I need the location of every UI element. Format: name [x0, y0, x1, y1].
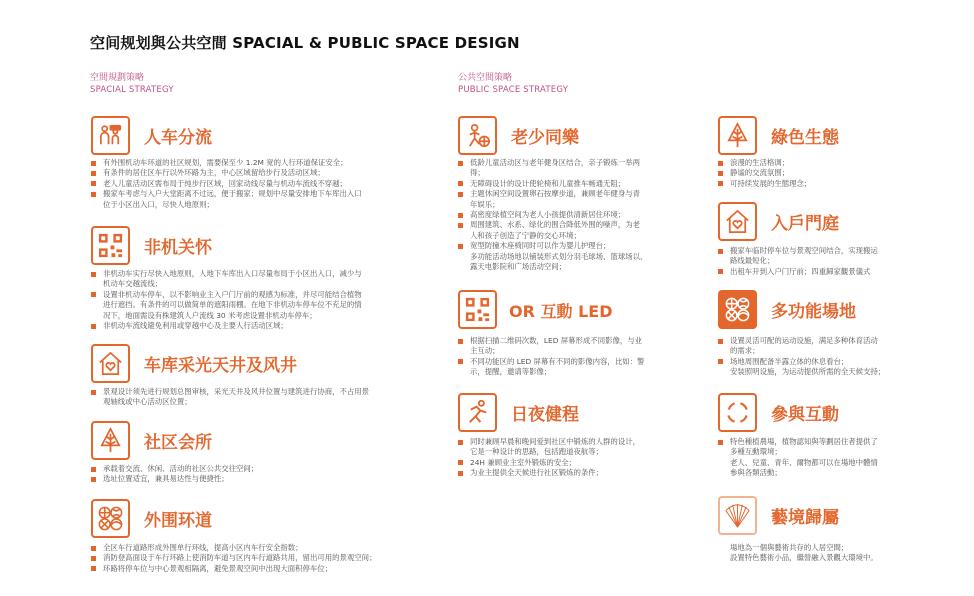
list-item: 參與各類活動； [730, 468, 782, 478]
list-item: 同时兼顾早晨和晚间爱到社区中锻炼的人群的设计， [458, 437, 640, 447]
list-item: 它是一种设计的思路，包括跑道夜航等； [470, 447, 604, 457]
list-item: 有条件的居住区车行以外环路为主，中心区域留给步行及活动区域； [91, 168, 362, 178]
block-title: 人车分流 [144, 128, 212, 148]
list-item: 场地周围配备半露立体的休息看台； [718, 357, 885, 367]
list-item: 观轴线或中心活动区位置； [103, 397, 192, 407]
list-item: 消防登高面设于车行环路上使消防车道与区内车行道路共用，留出可用的景观空间； [91, 553, 376, 563]
circle-arrows-icon [718, 393, 757, 432]
list-item: 人和孩子创造了宁静的交心环境； [470, 230, 581, 240]
list-item: 承载着交流、休闲、活动的社区公共交往空间； [91, 464, 258, 474]
block-title: 多功能場地 [771, 302, 856, 322]
list-item: 进行遮挡。有条件的可以做简单的遮阳雨棚。在地下非机动车停车位不充足的情 [103, 300, 362, 310]
tree-icon [718, 116, 757, 155]
list-item: 場地為一個與藝術共存的人居空間； [730, 543, 849, 552]
list-item: 老人、兒童、青年、爾物都可以在場地中體情 [730, 457, 878, 467]
list-item: 高密度绿植空间为老人小孩提供清新居住环境； [458, 210, 647, 220]
block-title: 老少同樂 [511, 128, 579, 148]
list-item: 宽型防撞木座椅同时可以作为婴儿护理台； [458, 241, 647, 251]
block-title: 入戶門庭 [771, 214, 839, 234]
list-item: 設置特色藝術小品，繼營融入景觀大環境中。 [730, 553, 878, 563]
list-item: 不同功能区的 LED 屏幕有不同的影像内容，比如：警 [458, 357, 644, 367]
home-heart-icon [718, 202, 757, 241]
list-item: 全区车行道路形成外围单行环线，提高小区内车行安全指数； [91, 543, 376, 553]
block-title: 社区会所 [144, 433, 212, 453]
block-title: 綠色生態 [771, 128, 839, 148]
list-item: 设置非机动车停车，以不影响业主入户门厅前的观感为标准，并尽可能结合植物 [91, 290, 362, 300]
sports-icon [91, 499, 130, 538]
list-item: 的需求； [730, 346, 760, 356]
list-item: 主互动； [470, 346, 500, 356]
list-item: 周围建筑、水系、绿化的围合降低外围的噪声，为老 [458, 220, 647, 230]
qr-code-icon [458, 290, 497, 329]
shell-icon [718, 496, 757, 535]
list-item: 低龄儿童活动区与老年健身区结合，亲子锻炼一举两 [458, 158, 647, 168]
family-icon [91, 116, 130, 155]
list-item: 年娱乐； [470, 199, 500, 209]
block-title: 车库采光天井及风井 [144, 356, 297, 376]
runner-icon [458, 393, 497, 432]
list-item: 非机动车流线避免利用或穿越中心及主要人行活动区域； [91, 321, 362, 331]
list-item: 根据扫描二维码次数，LED 屏幕形成不同影像，与业 [458, 336, 644, 346]
sports-icon [718, 290, 757, 329]
section-label-cn: 空間規劃策略 [90, 73, 145, 83]
list-item: 得； [470, 168, 485, 178]
list-item: 选址位置适宜，兼具易达性与便捷性； [91, 474, 258, 484]
block-title: 外围环道 [144, 511, 212, 531]
list-item: 特色種植農場，植物認知與等劃居住者提供了 [718, 437, 878, 447]
section-label-en: PUBLIC SPACE STRATEGY [458, 85, 569, 95]
list-item: 设置灵活可配的运动设施，满足多种体育活动 [718, 336, 885, 346]
section-label-cn: 公共空間策略 [458, 73, 513, 83]
child-ball-icon [458, 116, 497, 155]
list-item: 位于小区出入口，尽快人地原则； [103, 199, 214, 209]
list-item: 况下，地面需设有株建筑人户流线 30 米考虑设置非机动车停车； [103, 310, 317, 320]
list-item: 主题休闲空间设置卵石按摩步道，兼顾老年健身与青 [458, 189, 647, 199]
block-title: 日夜健程 [511, 405, 579, 425]
block-title: 藝境歸屬 [771, 508, 839, 528]
list-item: 多功能活动场地以铺装形式划分羽毛球场、篮球场以、 [470, 251, 648, 261]
list-item: 搬家车临时停车位与景观空间结合，实现搬运 [718, 246, 878, 256]
list-item: 示，提醒，邀请等影像； [470, 367, 552, 377]
list-item: 机动车交越流线； [103, 279, 163, 289]
block-title: 參與互動 [771, 405, 839, 425]
list-item: 无障碍设计的设计使轮椅和儿童推车畅通无阻； [458, 179, 647, 189]
list-item: 静谧的交流氛围； [718, 168, 811, 178]
public-space-strategy-label [458, 72, 568, 96]
list-item: 有外围机动车环道的社区规划，需要保至少 1.2M 宽的人行环道保证安全； [91, 158, 362, 168]
list-item: 出租车开到入户门厅前；四重歸家觀景儀式 [718, 267, 878, 277]
list-item: 景观设计须先进行规划总图审核，采光天井及风井位置与建筑进行协商，不占用景 [91, 387, 369, 397]
section-label-en: SPACIAL STRATEGY [90, 85, 174, 95]
block-title: 非机关怀 [144, 238, 212, 258]
list-item: 环路将停车位与中心景观相隔离，避免景观空间中出现大面积停车位； [91, 564, 376, 574]
list-item: 搬家车考虑与入户大堂距离不过远，便于搬家；规划中尽量安排地下车库出入口 [91, 189, 362, 199]
list-item: 露天电影院和广场活动空间； [470, 262, 567, 272]
list-item: 老人儿童活动区需布局于纯步行区域，回家动线尽量与机动车流线不穿越； [91, 179, 362, 189]
page-title: 空间规划與公共空間 SPACIAL & PUBLIC SPACE DESIGN [90, 34, 520, 52]
list-item: 安装照明设施，为运动提供所需的全天候支持； [730, 367, 886, 377]
list-item: 路线最短化； [730, 256, 775, 266]
home-heart-icon [91, 344, 130, 383]
spacial-strategy-label [90, 72, 174, 96]
qr-code-icon [91, 226, 130, 265]
list-item: 非机动车实行尽快入地原则，人地下车库出入口尽量布局于小区出入口，减少与 [91, 269, 362, 279]
list-item: 24H 兼顾业主室外锻炼的安全； [458, 458, 640, 468]
block-title: OR 互動 LED [509, 302, 613, 321]
list-item: 可持续发展的生態理念； [718, 179, 811, 189]
list-item: 浪漫的生活格调； [718, 158, 811, 168]
list-item: 多種互動環境； [730, 447, 782, 457]
tree-icon [91, 421, 130, 460]
list-item: 为业主提供全天候进行社区锻炼的条件； [458, 468, 640, 478]
